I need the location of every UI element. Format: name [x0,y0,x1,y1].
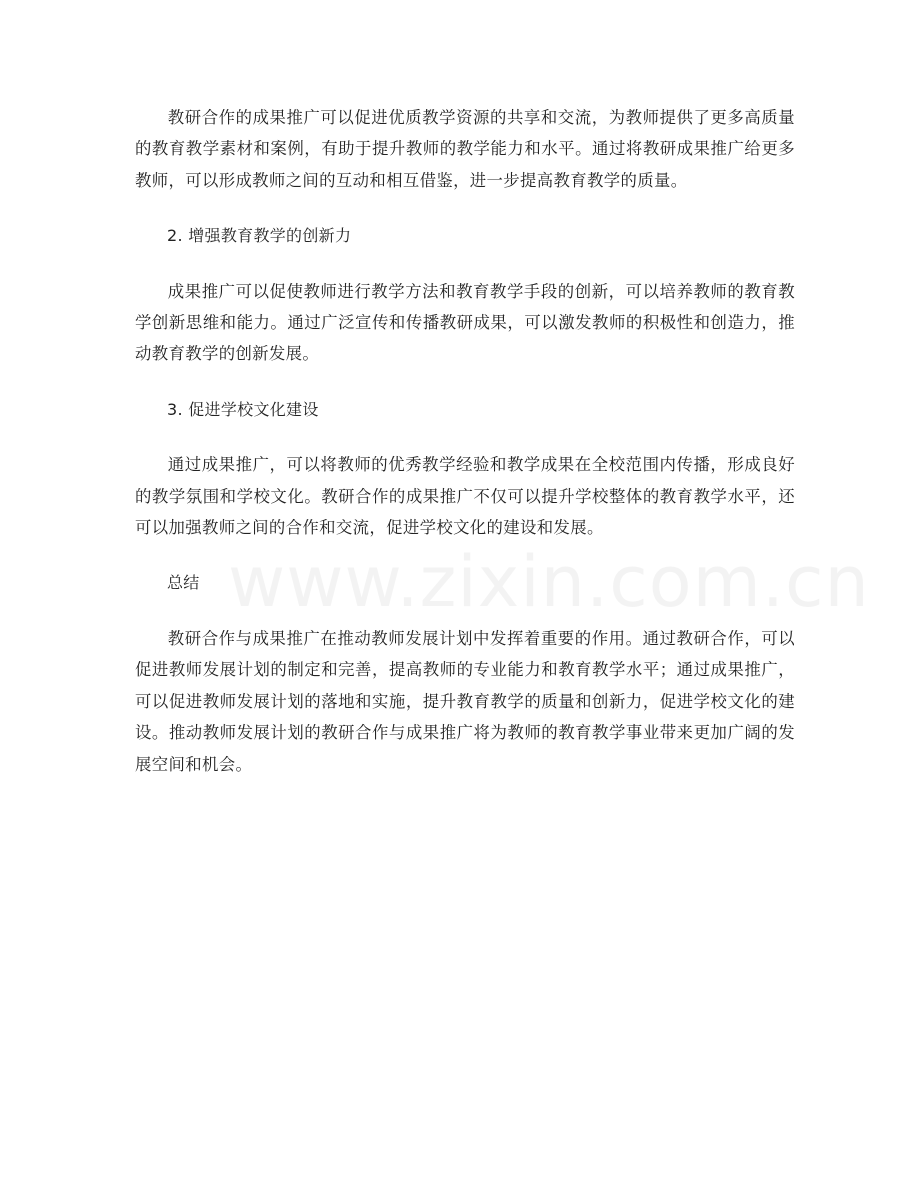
document-body [135,102,870,780]
section-heading-school-culture: 3. 促进学校文化建设 [167,399,319,419]
paragraph-innovation: 成果推广可以促使教师进行教学方法和教育教学手段的创新，可以培养教师的教育教学创新思维和能力。通过广泛宣传和传播教研成果，可以激发教师的积极性和创造力，推动教育教学的创新发展。 [135,281,795,364]
paragraph-school-culture: 通过成果推广，可以将教师的优秀教学经验和教学成果在全校范围内传播，形成良好的教学氛围和学校文化。教研合作的成果推广不仅可以提升学校整体的教育教学水平，还可以加强教师之间的合作和交流，促进学校文化的建设和发展。 [135,455,795,538]
watermark: www.zixin.com.cn [228,541,870,623]
spacer [135,252,795,276]
section-heading-summary: 总结 [167,573,200,593]
section-heading-innovation: 2. 增强教育教学的创新力 [167,226,352,246]
spacer [135,543,795,567]
paragraph-resource-sharing: 教研合作的成果推广可以促进优质教学资源的共享和交流，为教师提供了更多高质量的教育教学素材和案例，有助于提升教师的教学能力和水平。通过将教研成果推广给更多教师，可以形成教师之间的互动和相互借鉴，进一步提高教育教学的质量。 [135,108,795,190]
spacer [135,196,795,220]
spacer [135,370,795,394]
spacer [135,425,795,449]
spacer [135,599,795,623]
paragraph-summary: 教研合作与成果推广在推动教师发展计划中发挥着重要的作用。通过教研合作，可以促进教师发展计划的制定和完善，提高教师的专业能力和教育教学水平；通过成果推广，可以促进教师发展计划的落地和实施，提升教育教学的质量和创新力，促进学校文化的建设。推动教师发展计划的教研合作与成果推广将为教师的教育教学事业带来更加广阔的发展空间和机会。 [135,628,795,774]
